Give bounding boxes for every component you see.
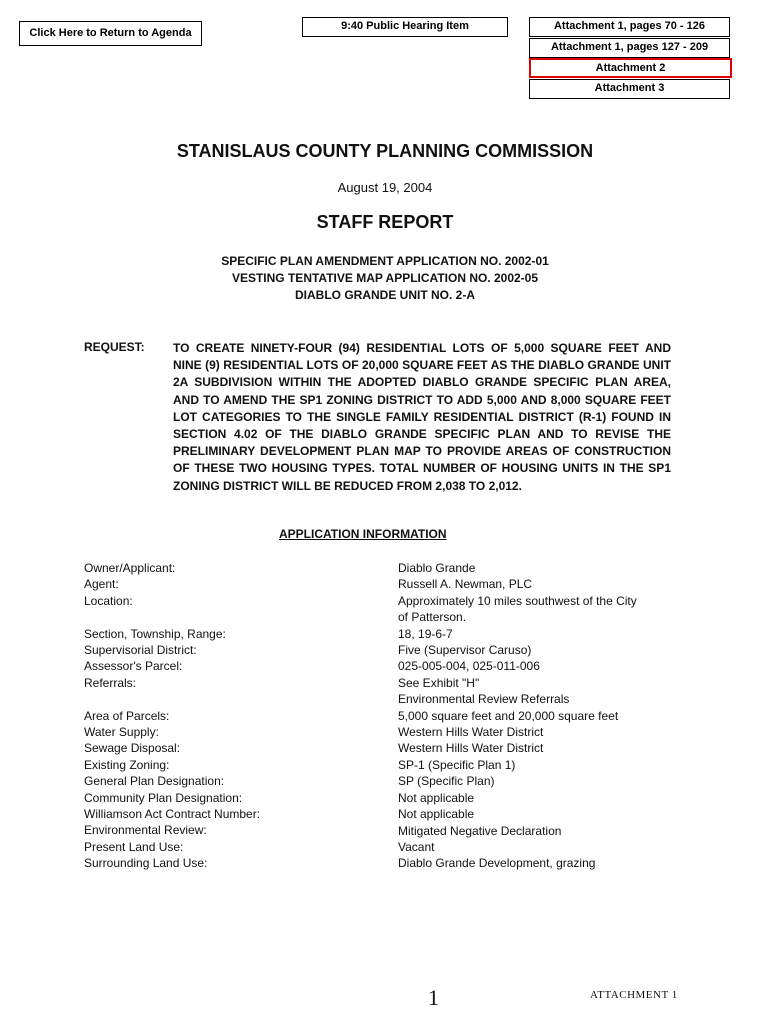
value-referrals-line-2: Environmental Review Referrals [398,692,570,707]
request-label: REQUEST: [84,340,145,354]
value-area-of-parcels: 5,000 square feet and 20,000 square feet [398,708,619,723]
commission-title: STANISLAUS COUNTY PLANNING COMMISSION [176,141,594,161]
label-owner: Owner/Applicant: [84,561,176,575]
label-existing-zoning: Existing Zoning: [84,757,170,772]
application-info-labels [84,560,384,872]
return-to-agenda-button[interactable]: Click Here to Return to Agenda [19,21,202,46]
label-location: Location: [84,593,133,608]
page-number: 1 [428,985,439,1010]
label-present-land-use: Present Land Use: [84,839,184,854]
label-sewage-disposal: Sewage Disposal: [84,741,181,756]
attachment-3-button[interactable]: Attachment 3 [529,79,730,99]
label-referrals: Referrals: [84,675,137,690]
report-date: August 19, 2004 [337,180,433,195]
value-supervisorial-district: Five (Supervisor Caruso) [398,643,532,658]
value-present-land-use: Vacant [398,839,435,854]
value-environmental-review: Mitigated Negative Declaration [398,823,562,838]
label-williamson-act: Williamson Act Contract Number: [84,807,261,822]
value-general-plan: SP (Specific Plan) [398,774,495,789]
public-hearing-item-button[interactable]: 9:40 Public Hearing Item [302,17,508,37]
label-water-supply: Water Supply: [84,725,159,740]
label-assessors-parcel: Assessor's Parcel: [84,659,183,674]
label-surrounding-land-use: Surrounding Land Use: [84,856,208,871]
subtitle-vesting-map: VESTING TENTATIVE MAP APPLICATION NO. 2002-05 [231,271,539,285]
label-area-of-parcels: Area of Parcels: [84,708,170,723]
attachment-1-pages-70-126-button[interactable]: Attachment 1, pages 70 - 126 [529,17,730,37]
request-text: TO CREATE NINETY-FOUR (94) RESIDENTIAL LOTS OF 5,000 SQUARE FEET AND NINE (9) RESIDENTIAL LOTS OF 20,000 SQUARE FEET AS THE DIABLO GRANDE UNIT 2A SUBDIVISION WITHIN THE ADOPTED DIABLO GRANDE SPECIFIC PLAN AREA, AND TO AMEND THE SP1 ZONING DISTRICT TO ADD 5,000 AND 8,000 SQUARE FEET LOT CATEGORIES TO THE SINGLE FAMILY RESIDENTIAL DISTRICT (R-1) FOUND IN SECTION 4.02 OF THE DIABLO GRANDE SPECIFIC PLAN AND TO REVISE THE PRELIMINARY DEVELOPMENT PLAN MAP TO PROVIDE AREAS OF CONSTRUCTION OF THESE TWO HOUSING TYPES. TOTAL NUMBER OF HOUSING UNITS IN THE SP1 ZONING DISTRICT WILL BE REDUCED FROM 2,038 TO 2,012. [173,341,671,493]
value-referrals-line-1: See Exhibit "H" [398,675,480,690]
attachment-1-pages-127-209-button[interactable]: Attachment 1, pages 127 - 209 [529,38,730,58]
value-location-line-1: Approximately 10 miles southwest of the City [398,593,637,608]
value-agent: Russell A. Newman, PLC [398,577,533,592]
label-environmental-review: Environmental Review: [84,823,207,838]
value-water-supply: Western Hills Water District [398,725,544,740]
label-community-plan: Community Plan Designation: [84,790,243,805]
label-general-plan: General Plan Designation: [84,774,225,789]
value-owner: Diablo Grande [398,561,476,575]
value-location-line-2: of Patterson. [398,610,467,625]
attachment-footer-label: ATTACHMENT 1 [590,989,678,1001]
attachment-2-button[interactable]: Attachment 2 [529,58,732,78]
value-section-township-range: 18, 19-6-7 [398,626,453,641]
subtitle-specific-plan: SPECIFIC PLAN AMENDMENT APPLICATION NO. 2002-01 [221,254,549,268]
label-supervisorial-district: Supervisorial District: [84,643,197,658]
report-title: STAFF REPORT [316,212,454,232]
value-assessors-parcel: 025-005-004, 025-011-006 [398,659,540,674]
subtitle-unit: DIABLO GRANDE UNIT NO. 2-A [295,288,475,302]
value-sewage-disposal: Western Hills Water District [398,741,544,756]
label-agent: Agent: [84,577,119,592]
application-info-heading: APPLICATION INFORMATION [279,527,447,541]
label-section-township-range: Section, Township, Range: [84,626,226,641]
value-community-plan: Not applicable [398,790,475,805]
value-williamson-act: Not applicable [398,807,475,822]
value-surrounding-land-use: Diablo Grande Development, grazing [398,856,596,871]
value-existing-zoning: SP-1 (Specific Plan 1) [398,757,516,772]
application-info-values [398,560,688,872]
